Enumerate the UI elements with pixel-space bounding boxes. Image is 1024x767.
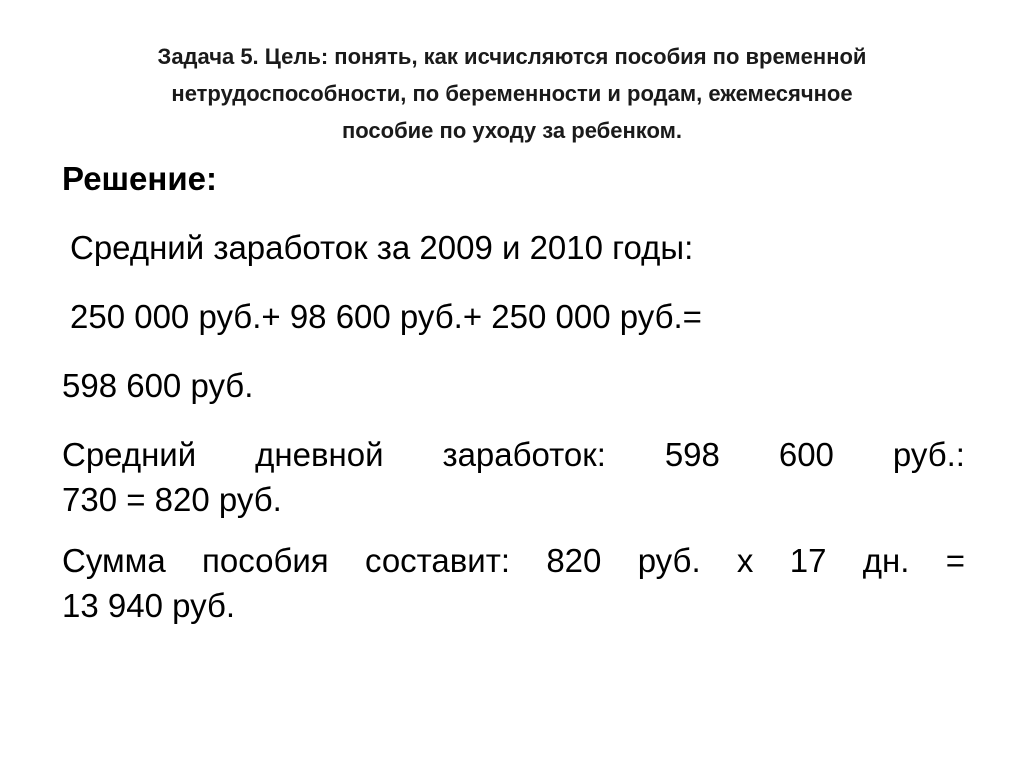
title-line-1: Задача 5. Цель: понять, как исчисляются пособия по временной	[157, 44, 867, 69]
slide-body	[62, 156, 965, 628]
daily-earnings-word: Средний	[62, 436, 197, 473]
average-earnings-result: 598 600 руб.	[62, 367, 254, 404]
benefit-sum-word: дн.	[862, 542, 910, 579]
average-earnings-label: Средний заработок за 2009 и 2010 годы:	[70, 229, 694, 266]
solution-heading: Решение:	[62, 160, 217, 197]
daily-earnings-word: дневной	[255, 436, 384, 473]
average-earnings-formula: 250 000 руб.+ 98 600 руб.+ 250 000 руб.=	[70, 298, 702, 335]
benefit-sum-word: Сумма	[62, 542, 166, 579]
benefit-sum-word: =	[945, 542, 965, 579]
daily-earnings-line	[62, 432, 965, 477]
daily-earnings-word: 598	[664, 436, 720, 473]
benefit-sum-word: 820	[546, 542, 602, 579]
benefit-sum-word: пособия	[202, 542, 329, 579]
daily-earnings-word: 600	[778, 436, 834, 473]
benefit-sum-word: составит:	[364, 542, 511, 579]
title-line-3: пособие по уходу за ребенком.	[341, 118, 683, 143]
benefit-sum-line	[62, 538, 965, 583]
benefit-sum-word: руб.	[637, 542, 701, 579]
benefit-sum-continuation: 13 940 руб.	[62, 587, 236, 624]
benefit-sum-word: х	[736, 542, 754, 579]
daily-earnings-word: заработок:	[442, 436, 606, 473]
slide-title	[62, 38, 962, 149]
daily-earnings-continuation: 730 = 820 руб.	[62, 481, 282, 518]
daily-earnings-word: руб.:	[892, 436, 965, 473]
benefit-sum-word: 17	[789, 542, 827, 579]
title-line-2: нетрудоспособности, по беременности и родам, ежемесячное	[171, 81, 853, 106]
